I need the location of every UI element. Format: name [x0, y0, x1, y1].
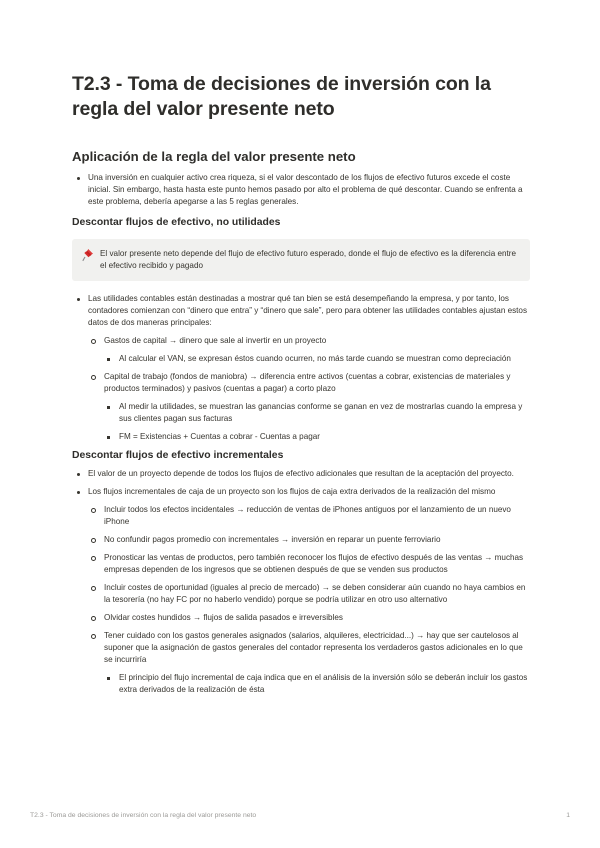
callout-text: El valor presente neto depende del flujo de efectivo futuro esperado, donde el flujo de efectivo es la diferencia entre el efectivo recibido y pagado — [100, 249, 517, 270]
pushpin-icon — [82, 248, 94, 262]
list-item: Incluir costes de oportunidad (iguales al precio de mercado) → se deben considerar aún cuando no haya cambios en la tesorería (no hay FC por no haberlo vendido) porque se podría utilizar en otro uso alternativo — [89, 582, 530, 606]
sub-list — [88, 504, 530, 696]
list-item: Pronosticar las ventas de productos, pero también reconocer los flujos de efectivo después de las ventas → muchas empresas dependen de los ingresos que se obtienen después de que se venden sus productos — [89, 552, 530, 576]
list-item: Olvidar costes hundidos → flujos de salida pasados e irreversibles — [89, 612, 530, 624]
list-item: El valor de un proyecto depende de todos los flujos de efectivo adicionales que resultan de la aceptación del proyecto. — [72, 468, 530, 480]
list-item: Al medir la utilidades, se muestran las ganancias conforme se ganan en vez de mostrarlas cuando la empresa y sus clientes pagan sus facturas — [104, 401, 530, 425]
sub-sub-list — [104, 353, 530, 365]
sub-list — [88, 335, 530, 443]
page-footer — [30, 812, 570, 819]
footer-title: T2.3 - Toma de decisiones de inversión con la regla del valor presente neto — [30, 812, 257, 819]
callout — [72, 239, 530, 281]
list-item-text: Gastos de capital → dinero que sale al invertir en un proyecto — [104, 336, 327, 345]
list-item: Incluir todos los efectos incidentales → reducción de ventas de iPhones antiguos por el lanzamiento de un nuevo iPhone — [89, 504, 530, 528]
list-item — [72, 486, 530, 696]
list-item-text: Tener cuidado con los gastos generales asignados (salarios, alquileres, electricidad...) → hay que ser cautelosos al suponer que la asignación de gastos generales del contador representa los verdaderos gastos adicionales en lo que se incurriría — [104, 631, 523, 664]
section-heading-aplicacion: Aplicación de la regla del valor presente neto — [72, 149, 356, 164]
bullet-list — [72, 468, 530, 696]
list-item — [72, 293, 530, 443]
subheading-flujos-no-utilidades: Descontar flujos de efectivo, no utilidades — [72, 217, 281, 228]
page-title: T2.3 - Toma de decisiones de inversión con la regla del valor presente neto — [72, 73, 491, 120]
list-item — [89, 371, 530, 443]
list-item — [89, 335, 530, 365]
list-item: El principio del flujo incremental de caja indica que en el análisis de la inversión sólo se deberán incluir los gastos extra derivados de la realización de ésta — [104, 672, 530, 696]
list-item: No confundir pagos promedio con incrementales → inversión en reparar un puente ferroviario — [89, 534, 530, 546]
document-page — [72, 72, 530, 702]
page-number: 1 — [566, 812, 570, 819]
list-item-text: Las utilidades contables están destinadas a mostrar qué tan bien se está desempeñando la empresa, y por tanto, los contadores comienzan con “dinero que entra” y “dinero que sale”, pero para obtener las utilidades contables ajustan estos datos de dos maneras principales: — [88, 294, 528, 327]
sub-sub-list — [104, 401, 530, 443]
bullet-list — [72, 293, 530, 443]
list-item: Una inversión en cualquier activo crea riqueza, si el valor descontado de los flujos de efectivo futuros excede el coste inicial. Sin embargo, hasta hasta este punto hemos pasado por alto el problema de qué descontar. Cuando se enfrenta a este problema, debería apegarse a las 5 reglas generales. — [72, 172, 530, 208]
list-item: Al calcular el VAN, se expresan éstos cuando ocurren, no más tarde cuando se muestran como depreciación — [104, 353, 530, 365]
list-item-text: Capital de trabajo (fondos de maniobra) → diferencia entre activos (cuentas a cobrar, existencias de materiales y productos terminados) y pasivos (cuentas a pagar) a corto plazo — [104, 372, 511, 393]
list-item — [89, 630, 530, 696]
list-item-text: Los flujos incrementales de caja de un proyecto son los flujos de caja extra derivados de la realización del mismo — [88, 487, 496, 496]
sub-sub-list — [104, 672, 530, 696]
subheading-flujos-incrementales: Descontar flujos de efectivo incrementales — [72, 450, 284, 461]
list-item: FM = Existencias + Cuentas a cobrar - Cuentas a pagar — [104, 431, 530, 443]
bullet-list — [72, 172, 530, 208]
